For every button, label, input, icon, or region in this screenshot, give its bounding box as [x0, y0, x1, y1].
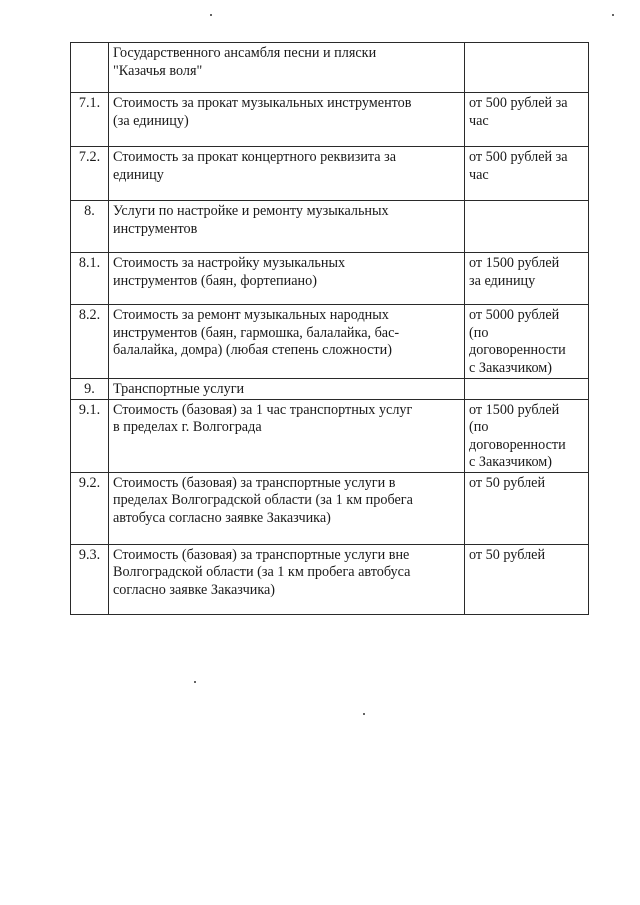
service-description: Услуги по настройке и ремонту музыкальных инструментов	[109, 201, 465, 253]
row-number: 9.3.	[71, 544, 109, 614]
row-number: 8.	[71, 201, 109, 253]
table-row	[71, 43, 589, 93]
service-price: от 1500 рублей за единицу	[465, 253, 589, 305]
row-number: 9.	[71, 379, 109, 400]
row-number: 9.1.	[71, 399, 109, 472]
table-row	[71, 379, 589, 400]
service-description: Стоимость (базовая) за транспортные услуги в пределах Волгоградской области (за 1 км пробега автобуса согласно заявке Заказчика)	[109, 472, 465, 544]
service-description: Стоимость за прокат музыкальных инструментов (за единицу)	[109, 93, 465, 147]
scan-speck	[612, 14, 614, 16]
service-price: от 500 рублей за час	[465, 93, 589, 147]
row-number: 7.1.	[71, 93, 109, 147]
service-description: Государственного ансамбля песни и пляски "Казачья воля"	[109, 43, 465, 93]
service-price: от 50 рублей	[465, 472, 589, 544]
scan-speck	[194, 681, 196, 683]
service-price	[465, 201, 589, 253]
service-price: от 5000 рублей (по договоренности с Заказчиком)	[465, 305, 589, 379]
scan-speck	[363, 713, 365, 715]
service-description: Транспортные услуги	[109, 379, 465, 400]
scan-speck	[210, 14, 212, 16]
table-row	[71, 305, 589, 379]
service-description: Стоимость (базовая) за транспортные услуги вне Волгоградской области (за 1 км пробега автобуса согласно заявке Заказчика)	[109, 544, 465, 614]
service-price: от 500 рублей за час	[465, 147, 589, 201]
price-table	[70, 42, 589, 615]
table-row	[71, 253, 589, 305]
table-row	[71, 399, 589, 472]
service-price: от 50 рублей	[465, 544, 589, 614]
table-row	[71, 201, 589, 253]
service-price	[465, 379, 589, 400]
table-row	[71, 472, 589, 544]
service-price	[465, 43, 589, 93]
table-row	[71, 93, 589, 147]
table-row	[71, 544, 589, 614]
service-description: Стоимость за ремонт музыкальных народных инструментов (баян, гармошка, балалайка, бас- балалайка, домра) (любая степень сложности)	[109, 305, 465, 379]
service-price: от 1500 рублей (по договоренности с Заказчиком)	[465, 399, 589, 472]
row-number: 7.2.	[71, 147, 109, 201]
table-row	[71, 147, 589, 201]
service-description: Стоимость за настройку музыкальных инструментов (баян, фортепиано)	[109, 253, 465, 305]
service-description: Стоимость за прокат концертного реквизита за единицу	[109, 147, 465, 201]
row-number: 8.2.	[71, 305, 109, 379]
row-number	[71, 43, 109, 93]
row-number: 8.1.	[71, 253, 109, 305]
service-description: Стоимость (базовая) за 1 час транспортных услуг в пределах г. Волгограда	[109, 399, 465, 472]
row-number: 9.2.	[71, 472, 109, 544]
